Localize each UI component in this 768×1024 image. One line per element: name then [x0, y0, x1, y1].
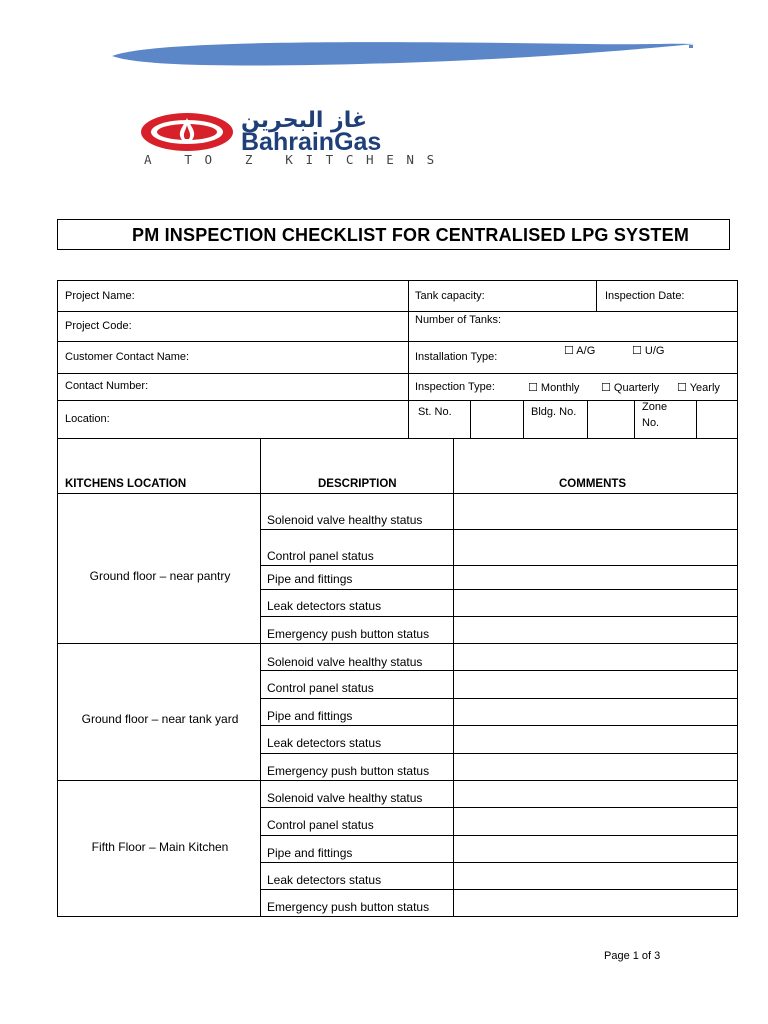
bahraingas-logo	[138, 110, 473, 170]
header-description: DESCRIPTION	[318, 478, 397, 490]
description-cell: Leak detectors status	[267, 736, 382, 750]
description-cell: Pipe and fittings	[267, 572, 353, 586]
installation-type-label: Installation Type:	[415, 351, 498, 363]
inspection-type-label: Inspection Type:	[415, 381, 495, 393]
zone-label: Zone	[642, 401, 668, 413]
description-cell: Leak detectors status	[267, 873, 382, 887]
header-comments: COMMENTS	[559, 478, 627, 490]
inspection-date-label: Inspection Date:	[605, 290, 685, 302]
header-swoosh	[110, 38, 700, 68]
flame-logo-icon	[138, 110, 236, 154]
project-name-label: Project Name:	[65, 290, 135, 302]
installation-option-ug[interactable]: ☐ U/G	[632, 345, 665, 357]
tank-capacity-label: Tank capacity:	[415, 290, 485, 302]
header-dot	[689, 45, 693, 48]
bldg-no-label: Bldg. No.	[531, 406, 577, 418]
header-kitchens-location: KITCHENS LOCATION	[65, 478, 187, 490]
description-cell: Leak detectors status	[267, 599, 382, 613]
contact-number-label: Contact Number:	[65, 380, 149, 392]
description-cell: Emergency push button status	[267, 764, 430, 778]
description-cell: Solenoid valve healthy status	[267, 791, 423, 805]
location-cell: Fifth Floor – Main Kitchen	[91, 840, 229, 854]
brand-name: BahrainGas	[241, 128, 382, 156]
description-cell: Control panel status	[267, 681, 374, 695]
description-cell: Solenoid valve healthy status	[267, 655, 423, 669]
installation-option-ag[interactable]: ☐ A/G	[564, 345, 596, 357]
number-of-tanks-label: Number of Tanks:	[415, 314, 502, 326]
description-cell: Pipe and fittings	[267, 846, 353, 860]
description-cell: Pipe and fittings	[267, 709, 353, 723]
description-cell: Emergency push button status	[267, 627, 430, 641]
inspection-option-monthly[interactable]: ☐ Monthly	[528, 382, 580, 394]
description-cell: Control panel status	[267, 818, 374, 832]
description-cell: Control panel status	[267, 549, 374, 563]
inspection-option-quarterly[interactable]: ☐ Quarterly	[601, 382, 660, 394]
inspection-option-yearly[interactable]: ☐ Yearly	[677, 382, 720, 394]
st-no-label: St. No.	[418, 406, 452, 418]
location-cell: Ground floor – near pantry	[89, 569, 231, 583]
page-number: Page 1 of 3	[604, 950, 661, 962]
customer-contact-name-label: Customer Contact Name:	[65, 351, 190, 363]
brand-tagline: A TO Z KITCHENS	[144, 153, 447, 167]
location-cell: Ground floor – near tank yard	[81, 712, 239, 726]
description-cell: Emergency push button status	[267, 900, 430, 914]
page-title: PM INSPECTION CHECKLIST FOR CENTRALISED LPG SYSTEM	[132, 225, 690, 245]
title-box	[57, 219, 730, 250]
project-code-label: Project Code:	[65, 320, 132, 332]
description-cell: Solenoid valve healthy status	[267, 513, 423, 527]
location-label: Location:	[65, 413, 110, 425]
zone-no-label: No.	[642, 417, 660, 429]
brand-arabic-name: غاز البحرين	[241, 108, 367, 133]
